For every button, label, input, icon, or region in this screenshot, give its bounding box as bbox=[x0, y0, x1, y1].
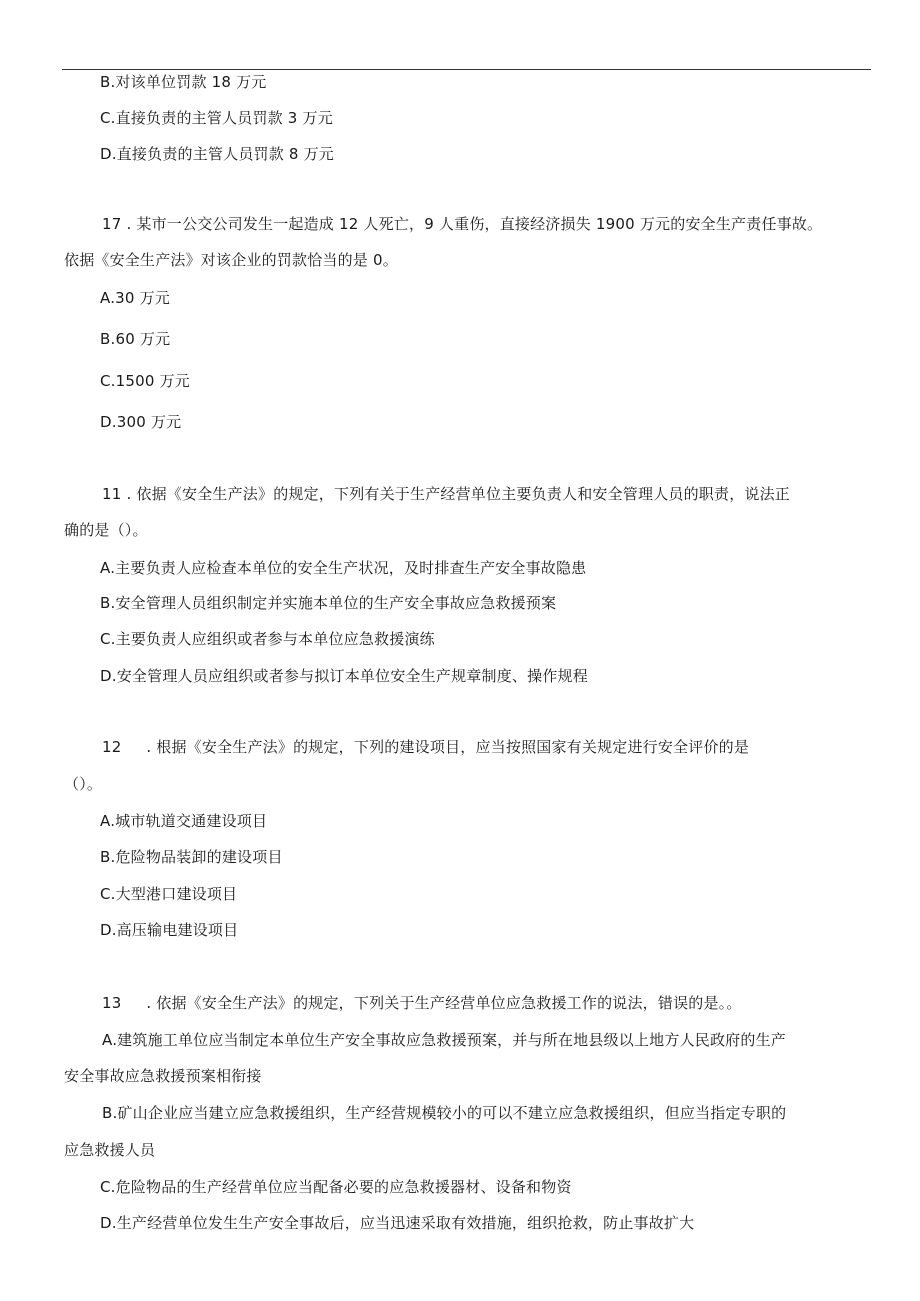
q16-option-b: B.对该单位罚款 18 万元 bbox=[100, 73, 267, 91]
q17-option-b: B.60 万元 bbox=[100, 330, 171, 348]
q16-option-d: D.直接负责的主管人员罚款 8 万元 bbox=[100, 145, 334, 163]
q11-option-a: A.主要负责人应检查本单位的安全生产状况，及时排查生产安全事故隐患 bbox=[100, 559, 587, 577]
q13-option-d: D.生产经营单位发生生产安全事故后，应当迅速采取有效措施，组织抢救，防止事故扩大 bbox=[100, 1214, 695, 1232]
q16-option-c: C.直接负责的主管人员罚款 3 万元 bbox=[100, 109, 333, 127]
q11-option-b: B.安全管理人员组织制定并实施本单位的生产安全事故应急救援预案 bbox=[100, 594, 557, 612]
q13-option-c: C.危险物品的生产经营单位应当配备必要的应急救援器材、设备和物资 bbox=[100, 1178, 572, 1196]
q12-stem-line2: （）。 bbox=[64, 775, 103, 793]
q12-option-a: A.城市轨道交通建设项目 bbox=[100, 812, 268, 830]
q11-option-c: C.主要负责人应组织或者参与本单位应急救援演练 bbox=[100, 630, 435, 648]
q11-option-d: D.安全管理人员应组织或者参与拟订本单位安全生产规章制度、操作规程 bbox=[100, 667, 588, 685]
q17-stem-line1: 17 . 某市一公交公司发生一起造成 12 人死亡，9 人重伤，直接经济损失 1900 万元的安全生产责任事故。 bbox=[102, 215, 823, 233]
q13-option-b-line1: B.矿山企业应当建立应急救援组织，生产经营规模较小的可以不建立应急救援组织，但应当指定专职的 bbox=[102, 1104, 787, 1122]
q13-stem: 13 . 依据《安全生产法》的规定，下列关于生产经营单位应急救援工作的说法，错误的是。。 bbox=[102, 994, 742, 1012]
q17-option-c: C.1500 万元 bbox=[100, 372, 190, 390]
q13-option-a-line2: 安全事故应急救援预案相衔接 bbox=[64, 1067, 262, 1085]
q12-stem-line1: 12 . 根据《安全生产法》的规定，下列的建设项目，应当按照国家有关规定进行安全评价的是 bbox=[102, 738, 750, 756]
q13-option-a-line1: A.建筑施工单位应当制定本单位生产安全事故应急救援预案，并与所在地县级以上地方人民政府的生产 bbox=[102, 1031, 786, 1049]
q17-option-d: D.300 万元 bbox=[100, 413, 182, 431]
q11-stem-line1: 11 . 依据《安全生产法》的规定，下列有关于生产经营单位主要负责人和安全管理人员的职责，说法正 bbox=[102, 485, 790, 503]
q11-stem-line2: 确的是（）。 bbox=[64, 521, 148, 539]
q17-option-a: A.30 万元 bbox=[100, 289, 171, 307]
q12-option-c: C.大型港口建设项目 bbox=[100, 885, 238, 903]
q12-option-d: D.高压输电建设项目 bbox=[100, 921, 239, 939]
q12-option-b: B.危险物品装卸的建设项目 bbox=[100, 848, 283, 866]
q13-option-b-line2: 应急救援人员 bbox=[64, 1141, 156, 1159]
header-rule bbox=[62, 69, 871, 70]
q17-stem-line2: 依据《安全生产法》对该企业的罚款恰当的是 0。 bbox=[64, 251, 398, 269]
